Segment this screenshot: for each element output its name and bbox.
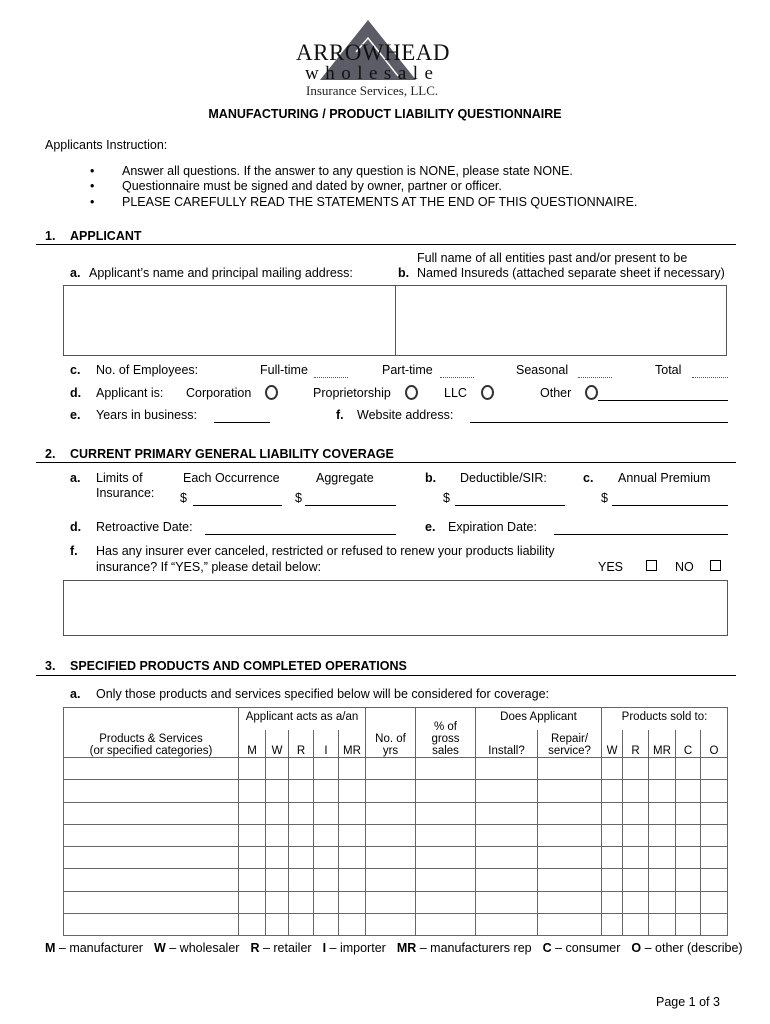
table-cell[interactable] [289,780,314,802]
deductible-label: Deductible/SIR: [460,471,547,485]
item-letter: c. [70,363,81,377]
table-cell[interactable] [314,758,339,780]
other-radio[interactable] [585,385,598,400]
item-letter: e. [70,408,81,422]
table-cell[interactable] [649,869,676,891]
table-cell[interactable] [339,802,366,824]
table-cell[interactable] [623,847,649,869]
retroactive-date-field[interactable] [205,534,396,535]
table-row [64,891,728,913]
table-cell[interactable] [538,824,602,846]
no-label: NO [675,560,694,574]
aggregate-field[interactable] [305,505,396,506]
table-cell[interactable] [623,914,649,936]
table-cell[interactable] [64,891,239,913]
legend-item [154,941,239,955]
instruction-item: PLEASE CAREFULLY READ THE STATEMENTS AT THE END OF THIS QUESTIONNAIRE. [122,195,638,209]
table-row [64,914,728,936]
legend-key: I [322,941,327,955]
instruction-item: Questionnaire must be signed and dated by owner, partner or officer. [122,179,502,193]
website-field[interactable] [470,422,728,423]
col-header: No. of [375,733,406,745]
table-cell[interactable] [314,802,339,824]
col-header: MR [649,730,676,758]
legend-desc: – manufacturer [55,941,143,955]
table-cell[interactable] [266,847,289,869]
table-cell[interactable] [676,891,701,913]
table-cell[interactable] [538,847,602,869]
applicant-type-label: Applicant is: [96,386,164,400]
named-insureds-label: Named Insureds (attached separate sheet if necessary) [417,266,725,280]
dollar-sign: $ [295,491,302,505]
table-cell[interactable] [538,914,602,936]
acts-header: Applicant acts as a/an [239,708,366,730]
table-row [64,847,728,869]
other-field[interactable] [598,400,728,401]
yes-label: YES [598,560,624,574]
item-letter: a. [70,266,81,280]
table-cell[interactable] [416,891,476,913]
instructions-heading: Applicants Instruction: [45,138,168,152]
table-cell[interactable] [476,824,538,846]
table-cell[interactable] [366,780,416,802]
products-table [63,707,728,936]
legend-item [543,941,621,955]
table-cell[interactable] [701,891,728,913]
col-header: gross [431,733,460,745]
table-cell[interactable] [339,891,366,913]
table-cell[interactable] [339,914,366,936]
table-cell[interactable] [64,824,239,846]
table-cell[interactable] [602,824,623,846]
applicant-address-field[interactable] [63,285,396,356]
table-cell[interactable] [476,847,538,869]
table-cell[interactable] [649,914,676,936]
table-cell[interactable] [701,780,728,802]
col-header: Repair/ [550,733,589,745]
table-row [64,824,728,846]
table-cell[interactable] [339,780,366,802]
col-header: Products & Services [99,733,203,745]
legend-key: W [153,941,166,955]
premium-label: Annual Premium [618,471,711,485]
sold-to-header: Products sold to: [602,708,728,730]
item-letter: e. [425,520,436,534]
table-cell[interactable] [476,758,538,780]
table-cell[interactable] [239,891,266,913]
table-cell[interactable] [416,758,476,780]
logo-tagline: Insurance Services, LLC. [306,83,439,98]
table-cell[interactable] [339,869,366,891]
legend-key: MR [396,941,417,955]
total-field[interactable] [692,377,728,378]
table-cell[interactable] [676,824,701,846]
cancellation-question: Has any insurer ever canceled, restricted or refused to renew your products liability [96,544,555,558]
table-cell[interactable] [266,891,289,913]
table-cell[interactable] [289,891,314,913]
table-cell[interactable] [476,802,538,824]
col-header: service? [548,745,591,757]
table-cell[interactable] [366,891,416,913]
table-cell[interactable] [623,869,649,891]
col-header: R [289,730,314,758]
parttime-label: Part-time [382,363,433,377]
table-cell[interactable] [64,802,239,824]
table-cell[interactable] [239,914,266,936]
table-cell[interactable] [476,869,538,891]
table-cell[interactable] [602,869,623,891]
named-insureds-label: Full name of all entities past and/or present to be [417,251,688,265]
instruction-item: Answer all questions. If the answer to any question is NONE, please state NONE. [122,164,573,178]
years-label: Years in business: [96,408,197,422]
table-cell[interactable] [623,891,649,913]
table-row [64,869,728,891]
item-letter: f. [336,408,344,422]
table-cell[interactable] [416,824,476,846]
legend-item [631,941,742,955]
each-occurrence-field[interactable] [193,505,282,506]
table-cell[interactable] [339,847,366,869]
table-cell[interactable] [314,847,339,869]
dollar-sign: $ [180,491,187,505]
table-cell[interactable] [676,914,701,936]
table-cell[interactable] [416,802,476,824]
legend-desc: – wholesaler [165,941,240,955]
legend-item [323,941,386,955]
no-checkbox[interactable] [710,560,721,571]
item-letter: d. [70,386,82,400]
col-header: O [701,730,728,758]
table-cell[interactable] [64,758,239,780]
website-label: Website address: [357,408,454,422]
llc-label: LLC [444,386,467,400]
table-cell[interactable] [538,802,602,824]
legend-key: R [250,941,260,955]
table-cell[interactable] [366,802,416,824]
table-cell[interactable] [602,847,623,869]
table-cell[interactable] [701,802,728,824]
section-number: 2. [45,447,56,461]
col-header: R [623,730,649,758]
table-cell[interactable] [676,847,701,869]
table-cell[interactable] [623,824,649,846]
corporation-radio[interactable] [265,385,278,400]
item-letter: c. [583,471,594,485]
legend-key: O [631,941,642,955]
section-title: CURRENT PRIMARY GENERAL LIABILITY COVERAGE [70,447,394,461]
table-cell[interactable] [538,869,602,891]
legend-item [45,941,143,955]
col-header: W [602,730,623,758]
col-header: (or specified categories) [89,745,213,757]
item-letter: b. [398,266,410,280]
table-cell[interactable] [64,780,239,802]
table-cell[interactable] [416,780,476,802]
premium-field[interactable] [612,505,728,506]
table-cell[interactable] [602,758,623,780]
table-cell[interactable] [701,758,728,780]
item-letter: b. [425,471,437,485]
item-letter: f. [70,544,78,558]
section-number: 1. [45,229,56,243]
table-cell[interactable] [538,780,602,802]
applicant-name-label: Applicant’s name and principal mailing address: [89,266,353,280]
table-cell[interactable] [676,758,701,780]
table-cell[interactable] [366,824,416,846]
table-cell[interactable] [602,914,623,936]
table-cell[interactable] [701,869,728,891]
table-cell[interactable] [538,891,602,913]
table-cell[interactable] [649,847,676,869]
table-cell[interactable] [266,780,289,802]
table-cell[interactable] [602,891,623,913]
table-cell[interactable] [416,847,476,869]
table-cell[interactable] [649,758,676,780]
table-cell[interactable] [64,869,239,891]
col-header: C [676,730,701,758]
legend-desc: – retailer [259,941,312,955]
table-cell[interactable] [676,780,701,802]
table-cell[interactable] [239,758,266,780]
products-instruction: Only those products and services specified below will be considered for coverage: [96,687,550,701]
table-cell[interactable] [649,802,676,824]
cancellation-question: insurance? If “YES,” please detail below: [96,560,322,574]
table-cell[interactable] [239,802,266,824]
table-cell[interactable] [314,891,339,913]
table-cell[interactable] [366,847,416,869]
table-cell[interactable] [289,869,314,891]
aggregate-label: Aggregate [316,471,374,485]
table-cell[interactable] [314,824,339,846]
table-cell[interactable] [416,869,476,891]
fulltime-label: Full-time [260,363,308,377]
col-header: Install? [476,730,538,758]
table-cell[interactable] [649,824,676,846]
table-cell[interactable] [366,869,416,891]
employees-label: No. of Employees: [96,363,199,377]
other-label: Other [540,386,572,400]
seasonal-field[interactable] [578,377,612,378]
legend-item [397,941,532,955]
col-header: M [239,730,266,758]
dollar-sign: $ [443,491,450,505]
table-cell[interactable] [476,914,538,936]
table-cell[interactable] [623,758,649,780]
table-row [64,758,728,780]
table-cell[interactable] [366,758,416,780]
table-cell[interactable] [416,914,476,936]
table-cell[interactable] [266,758,289,780]
col-header: I [314,730,339,758]
table-cell[interactable] [64,914,239,936]
deductible-field[interactable] [455,505,565,506]
table-cell[interactable] [266,824,289,846]
table-cell[interactable] [602,802,623,824]
corporation-label: Corporation [186,386,252,400]
expiration-date-field[interactable] [554,534,728,535]
total-label: Total [655,363,682,377]
table-cell[interactable] [314,780,339,802]
table-cell[interactable] [538,758,602,780]
proprietorship-radio[interactable] [405,385,418,400]
table-cell[interactable] [602,780,623,802]
table-cell[interactable] [701,914,728,936]
table-cell[interactable] [623,780,649,802]
table-cell[interactable] [366,914,416,936]
table-cell[interactable] [649,780,676,802]
table-cell[interactable] [289,914,314,936]
table-cell[interactable] [314,869,339,891]
table-cell[interactable] [239,847,266,869]
legend-key: M [45,941,56,955]
logo-name: ARROWHEAD [296,40,450,65]
section-number: 3. [45,659,56,673]
table-cell[interactable] [266,914,289,936]
proprietorship-label: Proprietorship [313,386,391,400]
table-cell[interactable] [289,758,314,780]
legend-item [250,941,311,955]
legend-desc: – manufacturers rep [416,941,532,955]
table-cell[interactable] [701,824,728,846]
page-number: Page 1 of 3 [656,995,720,1009]
table-cell[interactable] [649,891,676,913]
table-cell[interactable] [339,758,366,780]
each-occurrence-label: Each Occurrence [183,471,280,485]
years-field[interactable] [214,422,270,423]
page-title: MANUFACTURING / PRODUCT LIABILITY QUESTIONNAIRE [208,107,562,121]
table-cell[interactable] [476,891,538,913]
cancellation-details-field[interactable] [63,580,728,636]
table-cell[interactable] [289,802,314,824]
table-cell[interactable] [266,869,289,891]
table-row [64,780,728,802]
legend [45,941,754,955]
table-row [64,802,728,824]
legend-desc: – consumer [551,941,621,955]
table-cell[interactable] [239,780,266,802]
does-applicant-header: Does Applicant [476,708,602,730]
table-cell[interactable] [676,869,701,891]
table-cell[interactable] [314,914,339,936]
table-cell[interactable] [64,847,239,869]
table-cell[interactable] [239,869,266,891]
col-header: yrs [382,745,399,757]
table-cell[interactable] [676,802,701,824]
section-title: SPECIFIED PRODUCTS AND COMPLETED OPERATIONS [70,659,407,673]
table-cell[interactable] [266,802,289,824]
table-cell[interactable] [339,824,366,846]
dollar-sign: $ [601,491,608,505]
item-letter: a. [70,687,81,701]
retroactive-label: Retroactive Date: [96,520,193,534]
table-cell[interactable] [239,824,266,846]
item-letter: a. [70,471,81,485]
yes-checkbox[interactable] [646,560,657,571]
legend-key: C [542,941,552,955]
expiration-label: Expiration Date: [448,520,537,534]
table-cell[interactable] [623,802,649,824]
logo-subname: wholesale [305,63,440,84]
section-title: APPLICANT [70,229,142,243]
named-insureds-field[interactable] [395,285,727,356]
table-cell[interactable] [476,780,538,802]
col-header: % of [433,721,457,733]
table-cell[interactable] [289,847,314,869]
limits-label: Insurance: [96,486,155,500]
fulltime-field[interactable] [314,377,348,378]
llc-radio[interactable] [481,385,494,400]
parttime-field[interactable] [440,377,474,378]
col-header: MR [339,730,366,758]
col-header: W [266,730,289,758]
legend-desc: – other (describe) [641,941,743,955]
limits-label: Limits of [96,471,143,485]
table-cell[interactable] [701,847,728,869]
legend-desc: – importer [326,941,386,955]
seasonal-label: Seasonal [516,363,569,377]
table-cell[interactable] [289,824,314,846]
col-header: sales [432,745,459,757]
item-letter: d. [70,520,82,534]
